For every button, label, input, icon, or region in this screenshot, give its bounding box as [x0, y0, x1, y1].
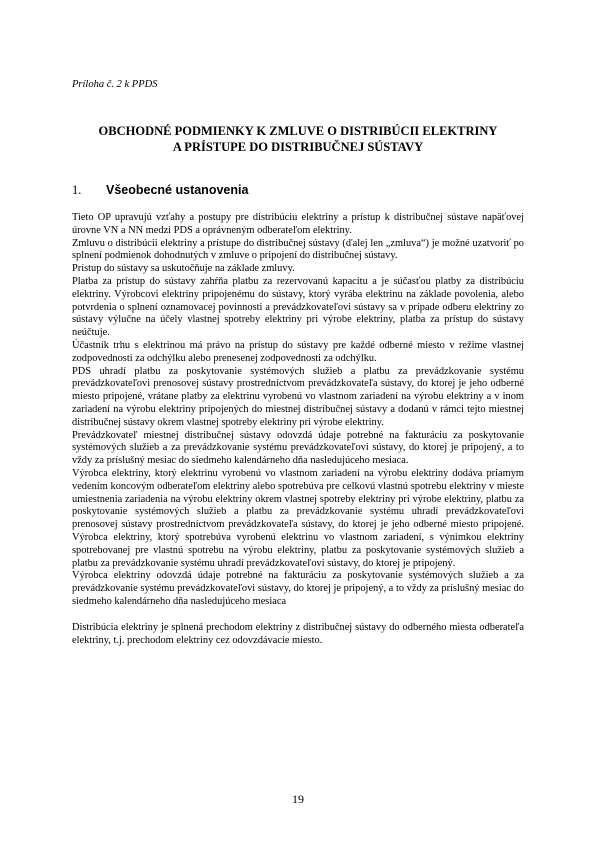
paragraph: Distribúcia elektriny je splnená prechodom elektriny z distribučnej sústavy do odberného miesta odberateľa elektriny, t.j. prechodom elektriny cez odovzdávacie miesto. — [72, 621, 524, 646]
section-title: Všeobecné ustanovenia — [106, 183, 249, 197]
section-number: 1. — [72, 183, 82, 197]
paragraph: Prevádzkovateľ miestnej distribučnej sústavy odovzdá údaje potrebné na fakturáciu za poskytovanie systémových služieb a za prevádzkovanie systému prevádzkovateľovi sústavy, do ktorej je pripojený, a to vždy za príslušný mesiac do siedmeho kalendárneho dňa nasledujúceho mesiaca. — [72, 429, 524, 467]
paragraph: Výrobca elektriny, ktorý elektrinu vyrobenú vo vlastnom zariadení na výrobu elektriny dodáva priamym vedením koncovým odberateľom elektriny alebo spotrebúva pre celkovú vlastnú spotrebu elektriny v mieste umiestnenia zariadenia na výrobu elektriny okrem vlastnej spotreby elektriny pri výrobe elektriny, platbu za poskytovanie systémových služieb a platbu za prevádzkovanie systému uhradí prevádzkovateľovi prenosovej sústavy prostredníctvom prevádzkovateľa sústavy, do ktorej je jeho odberné miesto pripojené. Výrobca elektriny, ktorý spotrebúva vyrobenú elektrinu vo vlastnom zariadení, s výnimkou elektriny spotrebovanej pre vlastnú spotrebu na výrobu elektriny, platbu za poskytovanie systémových služieb a platbu za prevádzkovanie systému uhradí prevádzkovateľovi sústavy, do ktorej je pripojený. — [72, 467, 524, 569]
paragraph: Tieto OP upravujú vzťahy a postupy pre distribúciu elektriny a prístup k distribučnej sústave napäťovej úrovne VN a NN medzi PDS a oprávneným odberateľom elektriny. — [72, 212, 524, 236]
paragraph: PDS uhradí platbu za poskytovanie systémových služieb a platbu za prevádzkovanie systému prevádzkovateľovi prenosovej sústavy prostredníctvom prevádzkovateľa sústavy, do ktorej je jeho odberné miesto pripojené, vrátane platby za elektrinu vyrobenú vo vlastnom zariadení na výrobu elektriny a v inom zariadení na výrobu elektriny pripojených do miestnej distribučnej sústavy a dodanú v rámci tejto miestnej distribučnej sústavy okrem vlastnej spotreby elektriny pri výrobe elektriny. — [72, 365, 524, 428]
paragraph: Výrobca elektriny odovzdá údaje potrebné na fakturáciu za poskytovanie systémových služieb a za prevádzkovanie systému prevádzkovateľovi sústavy, do ktorej je pripojený, a to vždy za príslušný mesiac do siedmeho kalendárneho dňa nasledujúceho mesiaca — [72, 570, 524, 607]
document-title — [60, 124, 536, 155]
annex-label: Príloha č. 2 k PPDS — [72, 79, 158, 90]
title-line-2: A PRÍSTUPE DO DISTRIBUČNEJ SÚSTAVY — [172, 139, 424, 154]
page-number: 19 — [292, 792, 304, 806]
section-heading — [72, 183, 248, 198]
body-text — [72, 212, 524, 647]
title-line-1: OBCHODNÉ PODMIENKY K ZMLUVE O DISTRIBÚCII ELEKTRINY — [98, 124, 498, 138]
paragraph: Prístup do sústavy sa uskutočňuje na základe zmluvy. — [72, 263, 295, 275]
paragraph: Platba za prístup do sústavy zahŕňa platbu za rezervovanú kapacitu a je súčasťou platby za distribúciu elektriny. Výrobcovi elektriny pripojenému do sústavy, ktorý vyrába elektrinu na základe povolenia, alebo potvrdenia o splnení oznamovacej povinnosti a prevádzkovateľovi sústavy sa v prípade odberu elektriny zo sústavy výlučne na účely vlastnej spotreby elektriny pri výrobe elektriny, platba za prístup do sústavy neúčtuje. — [72, 275, 524, 339]
paragraph: Zmluvu o distribúcii elektriny a prístupe do distribučnej sústavy (ďalej len „zmluva“) je možné uzatvoriť po splnení podmienok dohodnutých v zmluve o pripojení do distribučnej sústavy. — [72, 237, 524, 262]
paragraph: Účastník trhu s elektrinou má právo na prístup do sústavy pre každé odberné miesto v režime vlastnej zodpovednosti za odchýlku alebo prenesenej zodpovednosti za odchýlku. — [72, 339, 524, 364]
